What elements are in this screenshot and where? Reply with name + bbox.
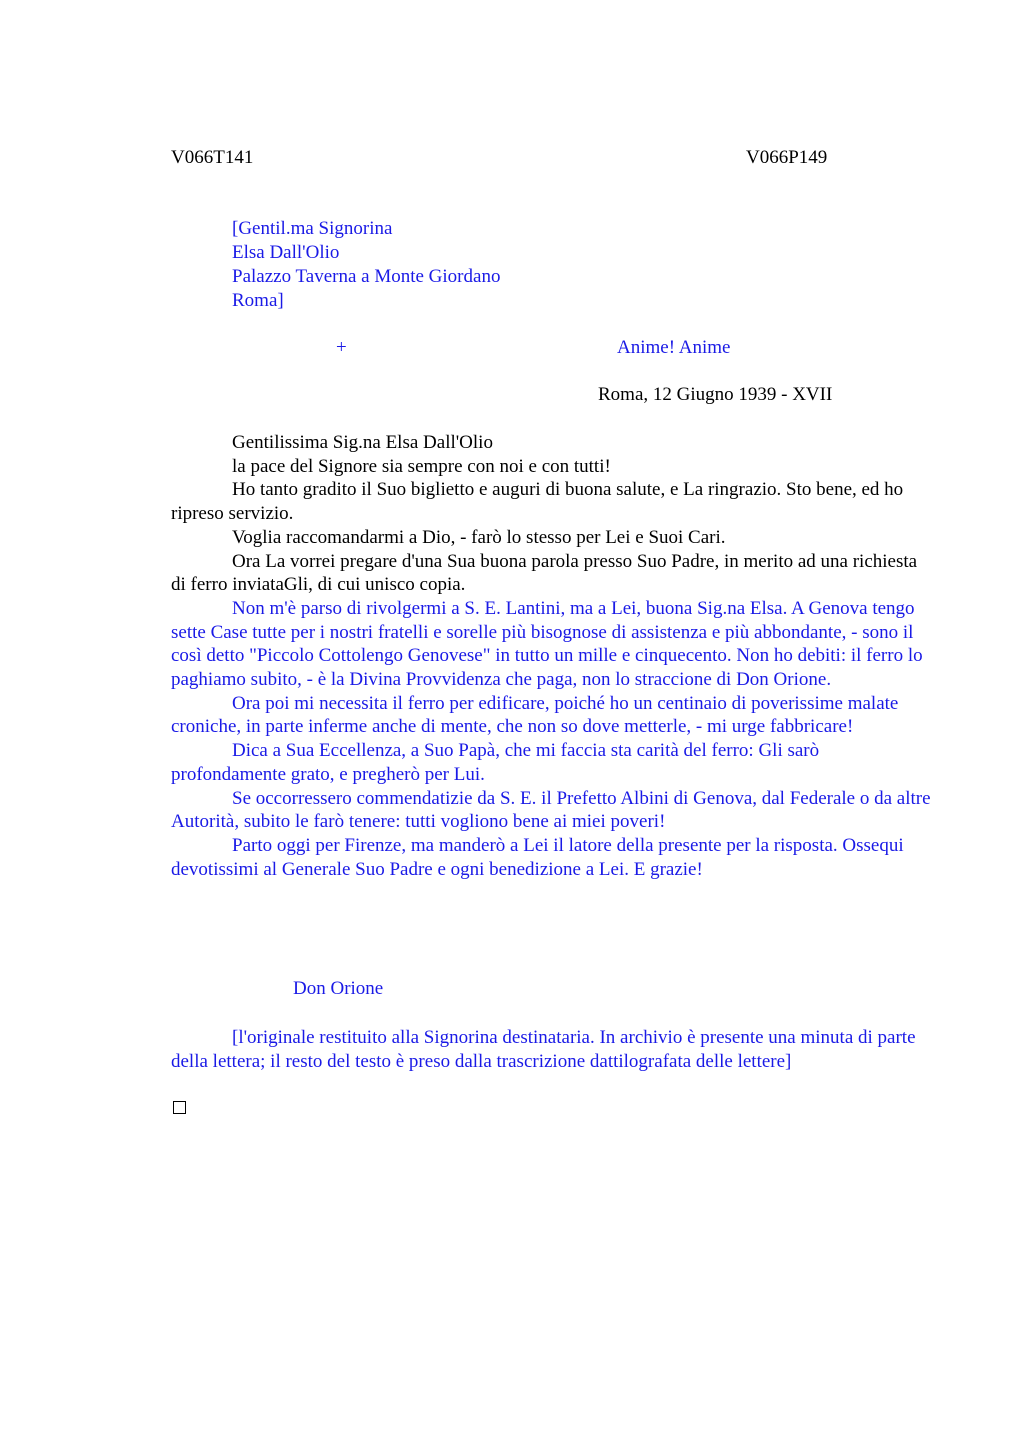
paragraph: Ora poi mi necessita il ferro per edificare, poiché ho un centinaio di poverissime malate croniche, in parte inferme anche di mente, che non so dove metterle, - mi urge fabbricare!: [171, 692, 899, 738]
editorial-note: [l'originale restituito alla Signorina destinataria. In archivio è presente una minuta di parte della lettera; il resto del testo è preso dalla trascrizione dattilografata delle lettere]: [171, 1027, 916, 1072]
address-line: Elsa Dall'Olio: [232, 242, 340, 263]
address-line: Roma]: [232, 290, 284, 311]
paragraph: Parto oggi per Firenze, ma manderò a Lei il latore della presente per la risposta. Ossequi devotissimi al Generale Suo Padre e ogni benedizione a Lei. E grazie!: [171, 834, 904, 880]
cross-symbol: +: [336, 337, 347, 358]
letter-body: [171, 431, 931, 881]
paragraph: Dica a Sua Eccellenza, a Suo Papà, che mi faccia sta carità del ferro: Gli sarò profondamente grato, e pregherò per Lui.: [171, 740, 820, 785]
document-code-right: V066P149: [746, 147, 828, 168]
paragraph: Non m'è parso di rivolgermi a S. E. Lantini, ma a Lei, buona Sig.na Elsa. A Genova tengo sette Case tutte per i nostri fratelli e sorelle più bisognose di assistenza e più abbondante, - sono il così detto "Piccolo Cottolengo Genovese" in tutto un mille e cinquecento. Non ho debiti: il ferro lo paghiamo subito, - è la Divina Provvidenza che paga, non lo straccione di Don Orione.: [171, 597, 923, 691]
checkbox-square-icon: [173, 1101, 186, 1114]
document-code-left: V066T141: [171, 147, 254, 168]
paragraph: Se occorressero commendatizie da S. E. il Prefetto Albini di Genova, dal Federale o da altre Autorità, subito le farò tenere: tutti vogliono bene ai miei poveri!: [171, 787, 931, 833]
salutation: Gentilissima Sig.na Elsa Dall'Olio: [232, 432, 493, 453]
greeting-line: la pace del Signore sia sempre con noi e con tutti!: [232, 455, 611, 477]
editorial-note-block: [171, 1026, 931, 1073]
address-line: [Gentil.ma Signorina: [232, 218, 393, 239]
paragraph: Voglia raccomandarmi a Dio, - farò lo stesso per Lei e Suoi Cari.: [232, 526, 726, 548]
address-line: Palazzo Taverna a Monte Giordano: [232, 266, 501, 287]
paragraph: Ho tanto gradito il Suo biglietto e auguri di buona salute, e La ringrazio. Sto bene, ed ho ripreso servizio.: [171, 479, 904, 525]
signature: Don Orione: [293, 978, 384, 999]
motto: Anime! Anime: [617, 337, 731, 358]
paragraph: Ora La vorrei pregare d'una Sua buona parola presso Suo Padre, in merito ad una richiesta di ferro inviataGli, di cui unisco copia.: [171, 550, 918, 596]
date-line: Roma, 12 Giugno 1939 - XVII: [598, 384, 833, 405]
